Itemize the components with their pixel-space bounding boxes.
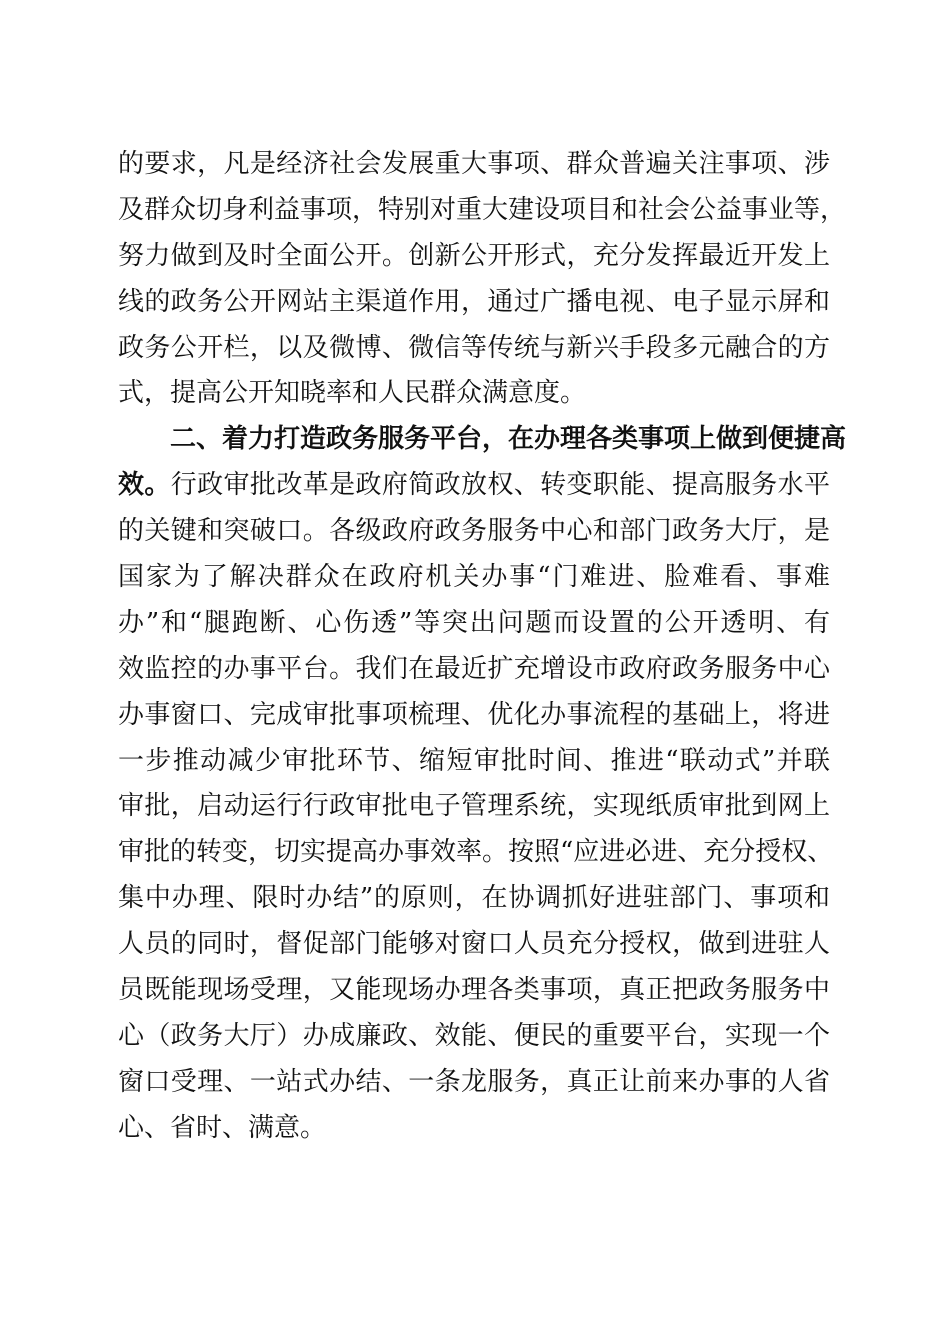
paragraph-1-line — [118, 234, 838, 280]
text-line: 政务公开栏，以及微博、微信等传统与新兴手段多元融合的方 — [118, 332, 830, 363]
text-line: 的关键和突破口。各级政府政务服务中心和部门政务大厅，是 — [118, 516, 830, 547]
paragraph-2-line — [118, 693, 838, 739]
paragraph-2-line — [118, 830, 838, 876]
text-line: 线的政务公开网站主渠道作用，通过广播电视、电子显示屏和 — [118, 286, 830, 317]
paragraph-2-line — [118, 647, 838, 693]
text-segment: 行政审批改革是政府简政放权、转变职能、提高服务水平 — [170, 470, 830, 501]
text-line: 员既能现场受理，又能现场办理各类事项，真正把政务服务中 — [118, 975, 830, 1006]
text-line: 努力做到及时全面公开。创新公开形式，充分发挥最近开发上 — [118, 240, 830, 271]
paragraph-2-line — [118, 601, 838, 647]
text-line: 式，提高公开知晓率和人民群众满意度。 — [118, 378, 587, 409]
paragraph-1-line — [118, 142, 838, 188]
paragraph-1-line — [118, 188, 847, 234]
text-line: 审批，启动运行行政审批电子管理系统，实现纸质审批到网上 — [118, 791, 830, 822]
paragraph-2-line — [118, 784, 838, 830]
text-line: 集中办理、限时办结”的原则，在协调抓好进驻部门、事项和 — [118, 883, 830, 914]
document-body — [118, 142, 847, 1152]
paragraph-1-line — [118, 326, 838, 372]
text-line — [118, 463, 830, 509]
section-heading: 二、着力打造政务服务平台，在办理各类事项上做到便捷高 — [170, 424, 847, 455]
paragraph-1-line — [118, 280, 838, 326]
section-heading-end: 效。 — [118, 470, 171, 501]
text-line: 国家为了解决群众在政府机关办事“门难进、脸难看、事难 — [118, 562, 830, 593]
text-line: 窗口受理、一站式办结、一条龙服务，真正让前来办事的人省 — [118, 1066, 830, 1097]
text-line: 的要求，凡是经济社会发展重大事项、群众普遍关注事项、涉 — [118, 149, 830, 179]
paragraph-2-line — [118, 509, 838, 555]
paragraph-2-line — [118, 463, 838, 509]
text-line: 效监控的办事平台。我们在最近扩充增设市政府政务服务中心 — [118, 653, 830, 684]
paragraph-2-line — [118, 555, 838, 601]
text-line: 心、省时、满意。 — [118, 1112, 327, 1143]
paragraph-2-line — [118, 1014, 838, 1060]
paragraph-2-line — [118, 922, 838, 968]
paragraph-1-line — [118, 371, 838, 417]
section-heading-line — [118, 417, 847, 463]
text-line: 办事窗口、完成审批事项梳理、优化办事流程的基础上，将进 — [118, 699, 830, 730]
paragraph-2-line — [118, 876, 838, 922]
text-line: 一步推动减少审批环节、缩短审批时间、推进“联动式”并联 — [118, 745, 830, 776]
text-line: 及群众切身利益事项，特别对重大建设项目和社会公益事业等， — [118, 194, 847, 225]
text-line: 审批的转变，切实提高办事效率。按照“应进必进、充分授权、 — [118, 837, 834, 868]
paragraph-2-line — [118, 968, 838, 1014]
text-line: 办”和“腿跑断、心伤透”等突出问题而设置的公开透明、有 — [118, 607, 830, 638]
text-line: 人员的同时，督促部门能够对窗口人员充分授权，做到进驻人 — [118, 929, 830, 960]
paragraph-2-line — [118, 1106, 838, 1152]
text-line: 心（政务大厅）办成廉政、效能、便民的重要平台，实现一个 — [118, 1020, 830, 1051]
paragraph-2-line — [118, 739, 838, 785]
paragraph-2-line — [118, 1060, 838, 1106]
